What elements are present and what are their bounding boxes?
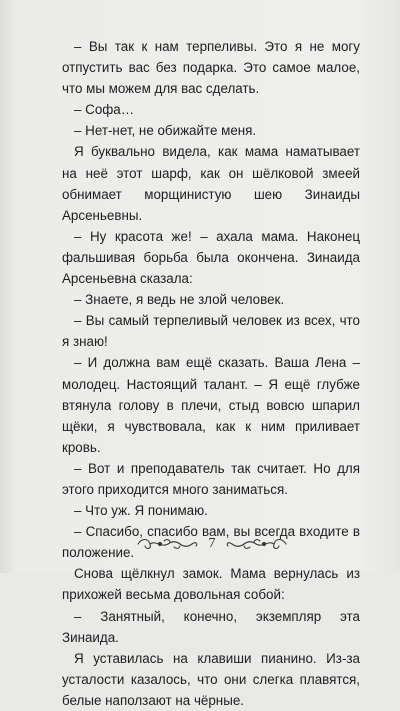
paragraph: – Вот и преподаватель так считает. Но для этого приходится много заниматься. [62, 460, 360, 497]
page-number: 7 [208, 536, 216, 551]
page-body-text [62, 36, 360, 711]
scroll-ornament-icon [224, 536, 288, 552]
paragraph: – Ну красота же! – ахала мама. Наконец фальшивая борьба была окончена. Зинаида Арсеньевна сказала: [62, 228, 360, 287]
paragraph: – Спасибо, спасибо вам, вы всегда входите в положение. [62, 524, 360, 561]
paragraph: Снова щёлкнул замок. Мама вернулась из прихожей весьма довольная собой: [62, 566, 360, 603]
paragraph: – Что уж. Я понимаю. [74, 503, 208, 519]
paragraph: – И должна вам ещё сказать. Ваша Лена – молодец. Настоящий талант. – Я ещё глубже втянула голову в плечи, стыд вовсю шпарил щёки, я чувствовала, как к ним приливает кровь. [62, 355, 360, 455]
scroll-ornament-icon [136, 536, 200, 552]
paragraph: – Занятный, конечно, экземпляр эта Зинаида. [62, 608, 360, 645]
paragraph: – Знаете, я ведь не злой человек. [74, 292, 285, 308]
paragraph: Я буквально видела, как мама наматывает на неё этот шарф, как он шёлковой змеей обнимает морщинистую шею Зинаиды Арсеньевны. [62, 144, 360, 223]
paragraph: – Вы так к нам терпеливы. Это я не могу отпустить вас без подарка. Это самое малое, что мы можем для вас сделать. [62, 39, 360, 97]
paragraph: – Софа… [74, 102, 135, 118]
paragraph: Я уставилась на клавиши пианино. Из-за усталости казалось, что они слегка плавятся, белые наползают на чёрные. [62, 650, 360, 708]
paragraph: – Нет-нет, не обижайте меня. [74, 123, 257, 139]
paragraph: – Вы самый терпеливый человек из всех, что я знаю! [62, 313, 360, 350]
page-footer [0, 534, 400, 554]
